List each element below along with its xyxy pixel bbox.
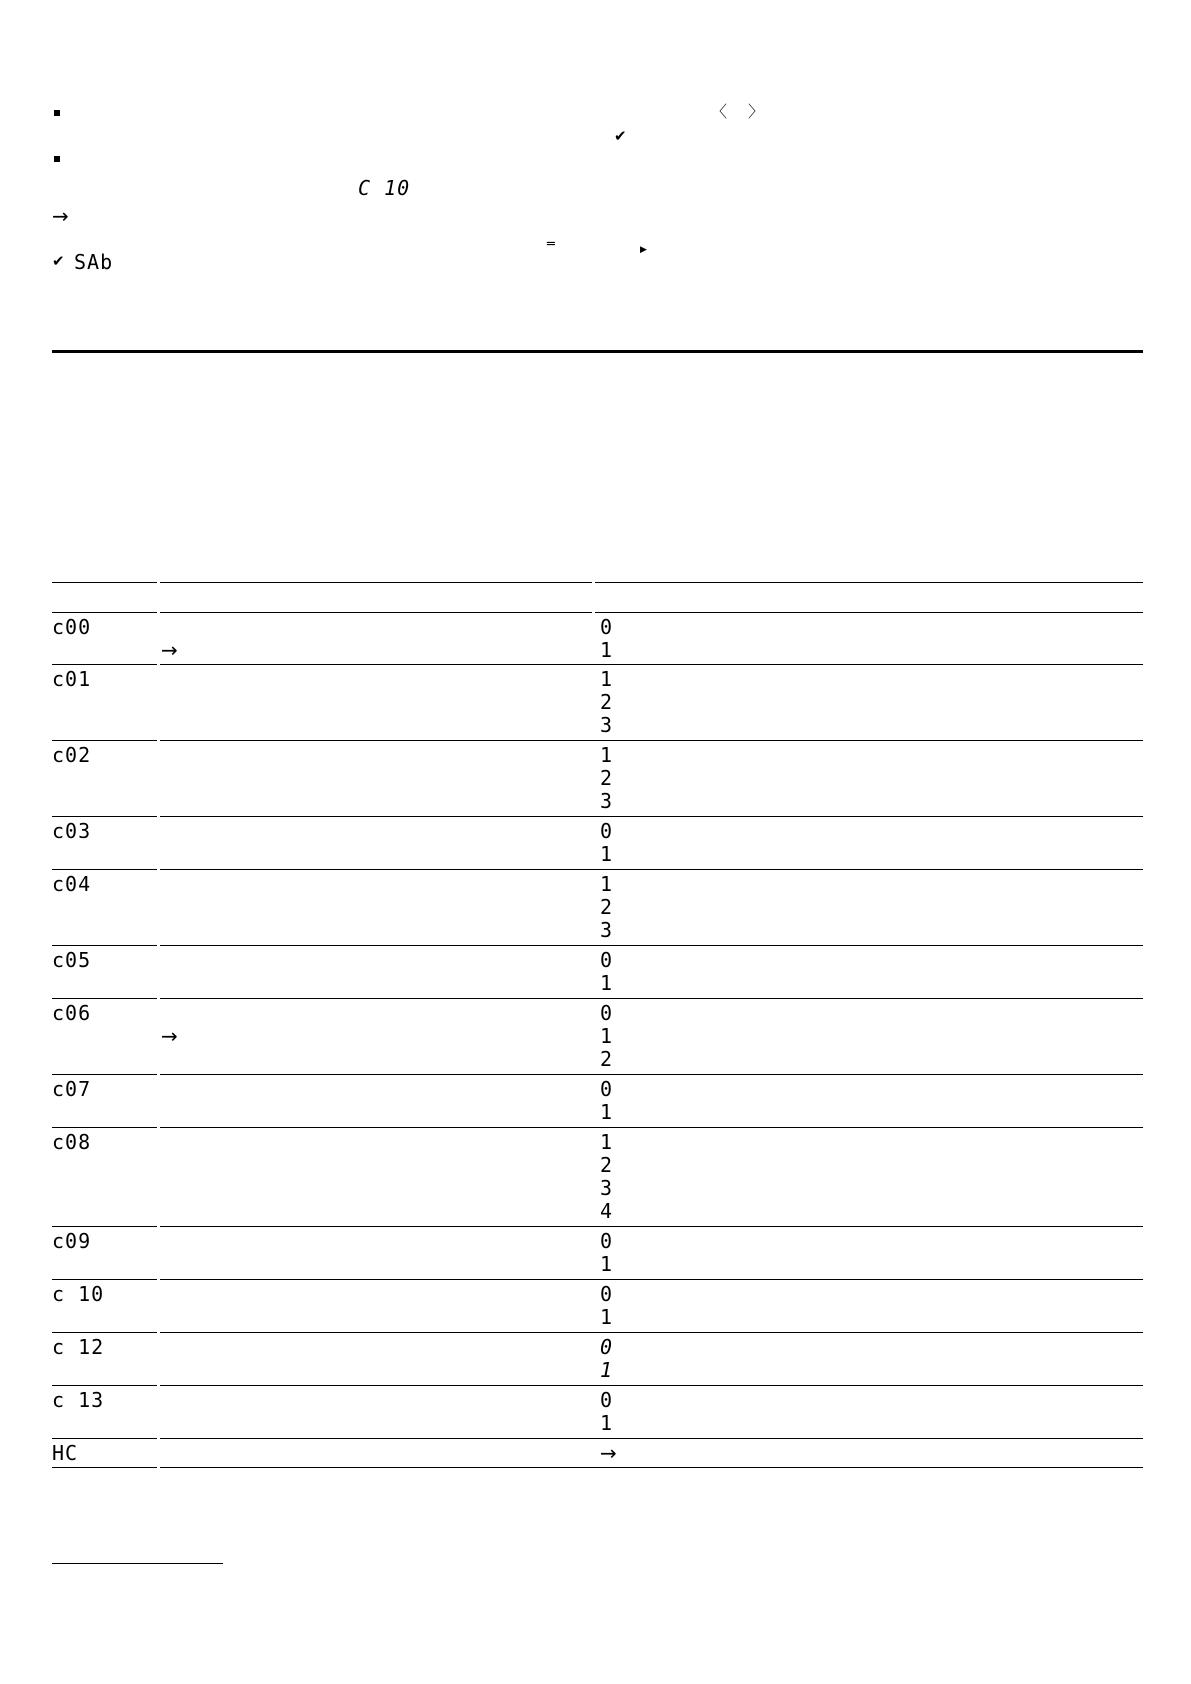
- setting-code: c 12: [52, 1335, 105, 1359]
- display-code-c10: C 10: [358, 176, 411, 200]
- setting-value: 1: [600, 872, 614, 896]
- setting-value: 0: [600, 1388, 614, 1412]
- setting-value: 1: [600, 1252, 614, 1276]
- setting-value: 0: [600, 1335, 614, 1359]
- setting-value: 1: [600, 1024, 614, 1048]
- arrow-right-icon: →: [52, 204, 69, 228]
- arrow-right-icon: →: [161, 638, 178, 662]
- setting-value: 1: [600, 638, 614, 662]
- setting-value: 0: [600, 1077, 614, 1101]
- setting-value: 0: [600, 1229, 614, 1253]
- row-rule: [52, 740, 1143, 741]
- row-rule: [52, 1074, 1143, 1075]
- setting-value: 4: [600, 1199, 614, 1223]
- setting-code: c07: [52, 1077, 92, 1101]
- setting-code: HC: [52, 1441, 79, 1465]
- setting-value: 3: [600, 918, 614, 942]
- setting-code: c01: [52, 667, 92, 691]
- check-icon: ✔: [614, 127, 627, 145]
- row-rule: [52, 1127, 1143, 1128]
- arrow-right-icon: →: [600, 1441, 617, 1465]
- table-header-rule: [52, 612, 1143, 613]
- setting-value: 3: [600, 789, 614, 813]
- setting-value: 2: [600, 1153, 614, 1177]
- setting-code: c05: [52, 948, 92, 972]
- setting-value: 2: [600, 690, 614, 714]
- row-rule: [52, 1279, 1143, 1280]
- row-rule: [52, 869, 1143, 870]
- setting-value: 1: [600, 1100, 614, 1124]
- setting-value: 0: [600, 1001, 614, 1025]
- table-bottom-rule: [52, 1467, 1143, 1468]
- check-confirm-icon: ✔: [52, 252, 65, 270]
- setting-value: 3: [600, 1176, 614, 1200]
- setting-value: 1: [600, 1358, 614, 1382]
- setting-code: c 10: [52, 1282, 105, 1306]
- setting-code: c06: [52, 1001, 92, 1025]
- setting-value: 1: [600, 1130, 614, 1154]
- row-rule: [52, 1438, 1143, 1439]
- setting-value: 0: [600, 615, 614, 639]
- setting-code: c02: [52, 743, 92, 767]
- row-rule: [52, 816, 1143, 817]
- equals-icon: ═: [547, 237, 555, 252]
- row-rule: [52, 1332, 1143, 1333]
- table-top-rule: [52, 582, 1143, 583]
- setting-value: 1: [600, 1411, 614, 1435]
- column-gap: [592, 580, 595, 615]
- column-gap: [157, 580, 160, 1470]
- row-rule: [52, 1385, 1143, 1386]
- display-sab: SAb: [74, 250, 114, 274]
- setting-value: 0: [600, 1282, 614, 1306]
- setting-value: 2: [600, 895, 614, 919]
- setting-value: 1: [600, 971, 614, 995]
- row-rule: [52, 945, 1143, 946]
- bullet-square-1: [54, 110, 60, 116]
- setting-value: 0: [600, 948, 614, 972]
- setting-value: 0: [600, 819, 614, 843]
- row-rule: [52, 1226, 1143, 1227]
- play-icon: ▶: [640, 245, 647, 255]
- row-rule: [52, 998, 1143, 999]
- setting-code: c08: [52, 1130, 92, 1154]
- setting-value: 3: [600, 713, 614, 737]
- left-chevron-icon: 〈: [711, 102, 728, 121]
- setting-value: 1: [600, 743, 614, 767]
- setting-code: c09: [52, 1229, 92, 1253]
- setting-value: 2: [600, 766, 614, 790]
- section-divider: [52, 350, 1143, 353]
- setting-code: c04: [52, 872, 92, 896]
- setting-value: 1: [600, 842, 614, 866]
- setting-value: 1: [600, 1305, 614, 1329]
- setting-code: c 13: [52, 1388, 105, 1412]
- footnote-rule: [52, 1563, 223, 1564]
- setting-code: c03: [52, 819, 92, 843]
- right-chevron-icon: 〉: [748, 102, 765, 121]
- setting-code: c00: [52, 615, 92, 639]
- row-rule: [52, 664, 1143, 665]
- bullet-square-2: [54, 156, 60, 162]
- setting-value: 1: [600, 667, 614, 691]
- arrow-right-icon: →: [161, 1024, 178, 1048]
- setting-value: 2: [600, 1047, 614, 1071]
